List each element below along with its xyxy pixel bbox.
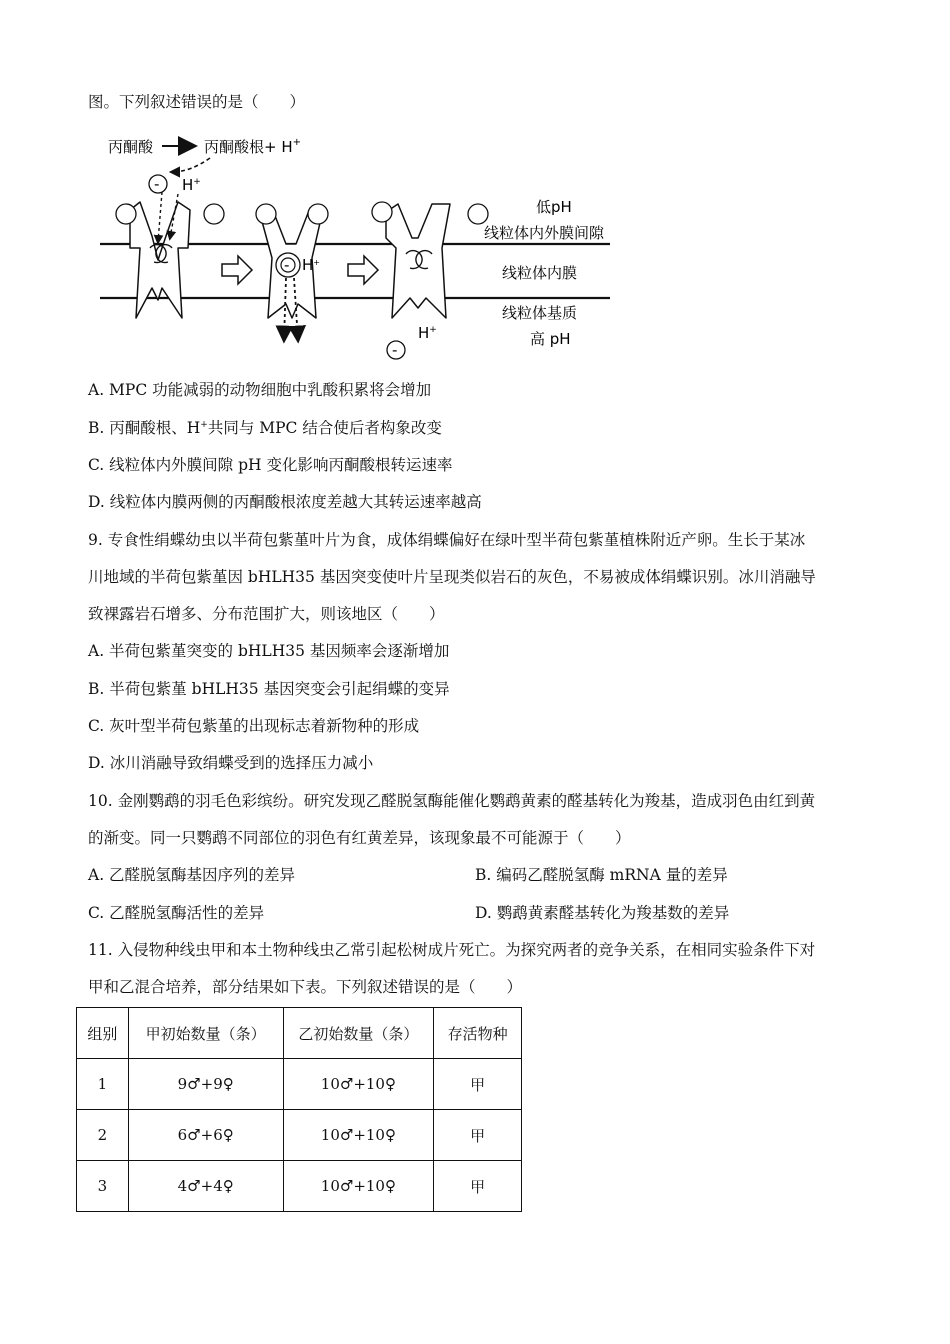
table-cell: 10♂+10♀ <box>283 1110 434 1161</box>
q9-option-d: D. 冰川消融导致绢蝶受到的选择压力减小 <box>88 754 374 772</box>
minus-sign-bottom: - <box>392 341 398 359</box>
table-row <box>77 1161 522 1212</box>
q11-stem-line-2: 甲和乙混合培养，部分结果如下表。下列叙述错误的是（ ） <box>88 978 523 996</box>
q9-option-c: C. 灰叶型半荷包紫堇的出现标志着新物种的形成 <box>88 717 420 735</box>
state-arrow-1 <box>222 256 252 284</box>
mpc-transport-diagram <box>100 128 660 368</box>
table-cell: 10♂+10♀ <box>283 1059 434 1110</box>
label-high-ph: 高 pH <box>530 330 571 348</box>
label-inner-membrane: 线粒体内膜 <box>502 264 578 282</box>
q10-stem-line-2: 的渐变。同一只鹦鹉不同部位的羽色有红黄差异，该现象最不可能源于（ ） <box>88 829 631 847</box>
q11-stem-line-1: 11. 入侵物种线虫甲和本土物种线虫乙常引起松树成片死亡。为探究两者的竞争关系，在相同实验条件下对 <box>88 941 816 959</box>
table-header: 存活物种 <box>434 1008 522 1059</box>
minus-sign-top: - <box>154 175 160 193</box>
table-row <box>77 1059 522 1110</box>
table-cell: 1 <box>77 1059 129 1110</box>
table-cell: 4♂+4♀ <box>128 1161 283 1212</box>
label-intermembrane-space: 线粒体内外膜间隙 <box>484 224 605 242</box>
label-matrix: 线粒体基质 <box>502 304 578 322</box>
table-header: 乙初始数量（条） <box>283 1008 434 1059</box>
table-cell: 10♂+10♀ <box>283 1161 434 1212</box>
q8-option-c: C. 线粒体内外膜间隙 pH 变化影响丙酮酸根转运速率 <box>88 456 453 474</box>
q9-option-a: A. 半荷包紫堇突变的 bHLH35 基因频率会逐渐增加 <box>88 642 450 660</box>
h-plus-top: H+ <box>182 176 201 194</box>
transporter-state-3 <box>372 202 488 318</box>
h-plus-bottom: H+ <box>418 324 437 342</box>
label-pyruvic-acid: 丙酮酸 <box>108 138 154 156</box>
q9-option-b: B. 半荷包紫堇 bHLH35 基因突变会引起绢蝶的变异 <box>88 680 450 698</box>
label-low-ph: 低pH <box>536 198 572 216</box>
svg-text:-: - <box>284 256 290 274</box>
table-cell: 6♂+6♀ <box>128 1110 283 1161</box>
table-cell: 甲 <box>434 1059 522 1110</box>
q10-stem-line-1: 10. 金刚鹦鹉的羽毛色彩缤纷。研究发现乙醛脱氢酶能催化鹦鹉黄素的醛基转化为羧基，造成羽色由红到黄 <box>88 792 816 810</box>
table-cell: 2 <box>77 1110 129 1161</box>
competition-table <box>76 1007 522 1212</box>
svg-text:H+: H+ <box>302 256 320 274</box>
table-header: 甲初始数量（条） <box>128 1008 283 1059</box>
label-pyruvate-plus-h: 丙酮酸根+ H+ <box>204 137 302 156</box>
table-cell: 9♂+9♀ <box>128 1059 283 1110</box>
q10-option-d: D. 鹦鹉黄素醛基转化为羧基数的差异 <box>475 904 730 922</box>
q8-option-a: A. MPC 功能减弱的动物细胞中乳酸积累将会增加 <box>88 381 432 399</box>
q8-option-d: D. 线粒体内膜两侧的丙酮酸根浓度差越大其转运速率越高 <box>88 493 482 511</box>
dashed-release-arrow <box>172 158 210 172</box>
q10-option-b: B. 编码乙醛脱氢酶 mRNA 量的差异 <box>475 866 728 884</box>
q10-option-a: A. 乙醛脱氢酶基因序列的差异 <box>88 866 296 884</box>
table-cell: 3 <box>77 1161 129 1212</box>
q10-option-c: C. 乙醛脱氢酶活性的差异 <box>88 904 265 922</box>
table-header-row <box>77 1008 522 1059</box>
transporter-state-2 <box>256 204 328 340</box>
table-cell: 甲 <box>434 1110 522 1161</box>
state-arrow-2 <box>348 256 378 284</box>
q9-stem-line-1: 9. 专食性绢蝶幼虫以半荷包紫堇叶片为食，成体绢蝶偏好在绿叶型半荷包紫堇植株附近产卵。生长于某冰 <box>88 531 806 549</box>
transporter-state-1 <box>116 192 224 318</box>
table-cell: 甲 <box>434 1161 522 1212</box>
q9-stem-line-2: 川地域的半荷包紫堇因 bHLH35 基因突变使叶片呈现类似岩石的灰色，不易被成体绢蝶识别。冰川消融导 <box>88 568 816 586</box>
table-row <box>77 1110 522 1161</box>
q8-option-b: B. 丙酮酸根、H+共同与 MPC 结合使后者构象改变 <box>88 419 442 437</box>
question-intro-line: 图。下列叙述错误的是（ ） <box>88 93 306 111</box>
q9-stem-line-3: 致裸露岩石增多、分布范围扩大，则该地区（ ） <box>88 605 445 623</box>
table-header: 组别 <box>77 1008 129 1059</box>
